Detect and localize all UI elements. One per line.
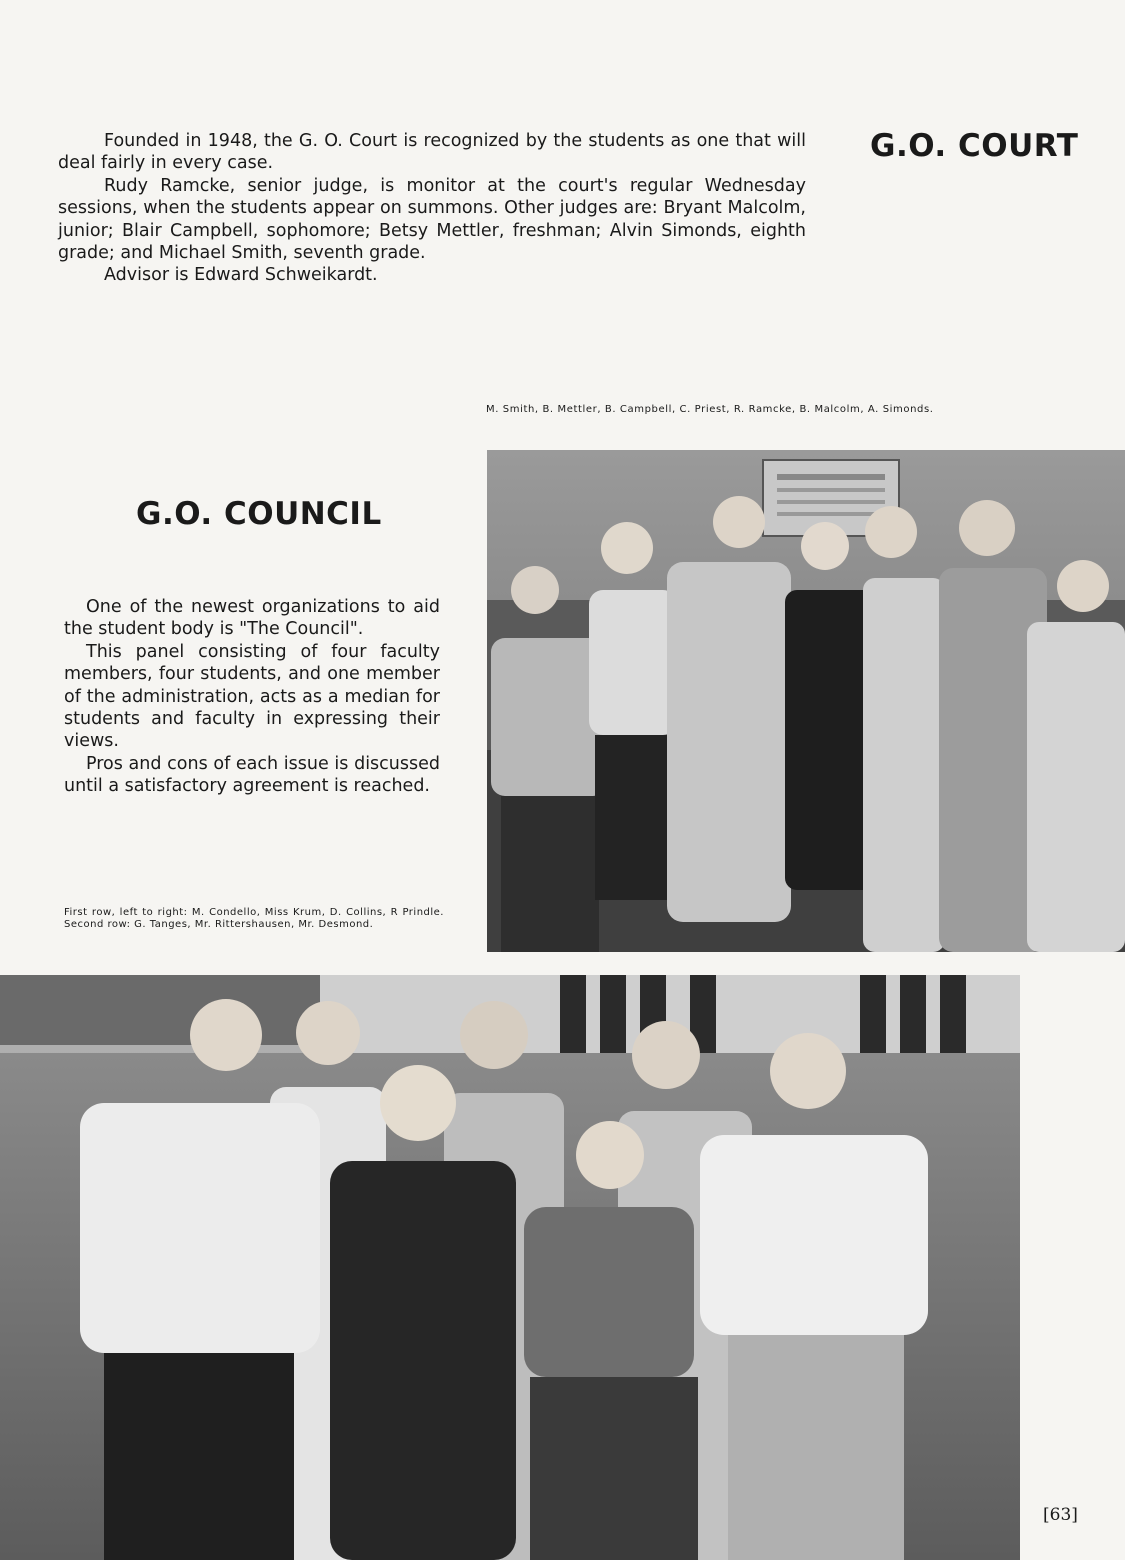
council-paragraph-3: Pros and cons of each issue is discussed until a satisfactory agreement is reached. xyxy=(64,753,440,797)
council-paragraph-1: One of the newest organizations to aid the student body is "The Council". xyxy=(64,597,440,640)
council-paragraph-2: This panel consisting of four faculty members, four students, and one member of the administration, acts as a median for students and faculty in expressing their views. xyxy=(64,641,440,752)
court-paragraph-1: Founded in 1948, the G. O. Court is recognized by the students as one that will deal fairly in every case. xyxy=(58,131,806,174)
court-heading: G.O. COURT xyxy=(870,128,1079,164)
court-photo-caption: M. Smith, B. Mettler, B. Campbell, C. Priest, R. Ramcke, B. Malcolm, A. Simonds. xyxy=(486,404,934,415)
page-number: [63] xyxy=(1043,1505,1078,1525)
court-group-photo xyxy=(487,450,1125,952)
council-heading: G.O. COUNCIL xyxy=(136,496,382,532)
court-paragraph-3: Advisor is Edward Schweikardt. xyxy=(104,265,378,286)
council-photo-caption: First row, left to right: M. Condello, Miss Krum, D. Collins, R Prindle. Second row: G. Tanges, Mr. Rittershausen, Mr. Desmond. xyxy=(64,907,444,930)
council-description xyxy=(64,596,440,798)
court-paragraph-2: Rudy Ramcke, senior judge, is monitor at the court's regular Wednesday sessions, when the students appear on summons. Other judges are: Bryant Malcolm, junior; Blair Campbell, sophomore; Betsy Mettler, freshman; Alvin Simonds, eighth grade; and Michael Smith, seventh grade. xyxy=(58,175,806,264)
council-group-photo xyxy=(0,975,1020,1560)
court-description xyxy=(58,130,806,287)
